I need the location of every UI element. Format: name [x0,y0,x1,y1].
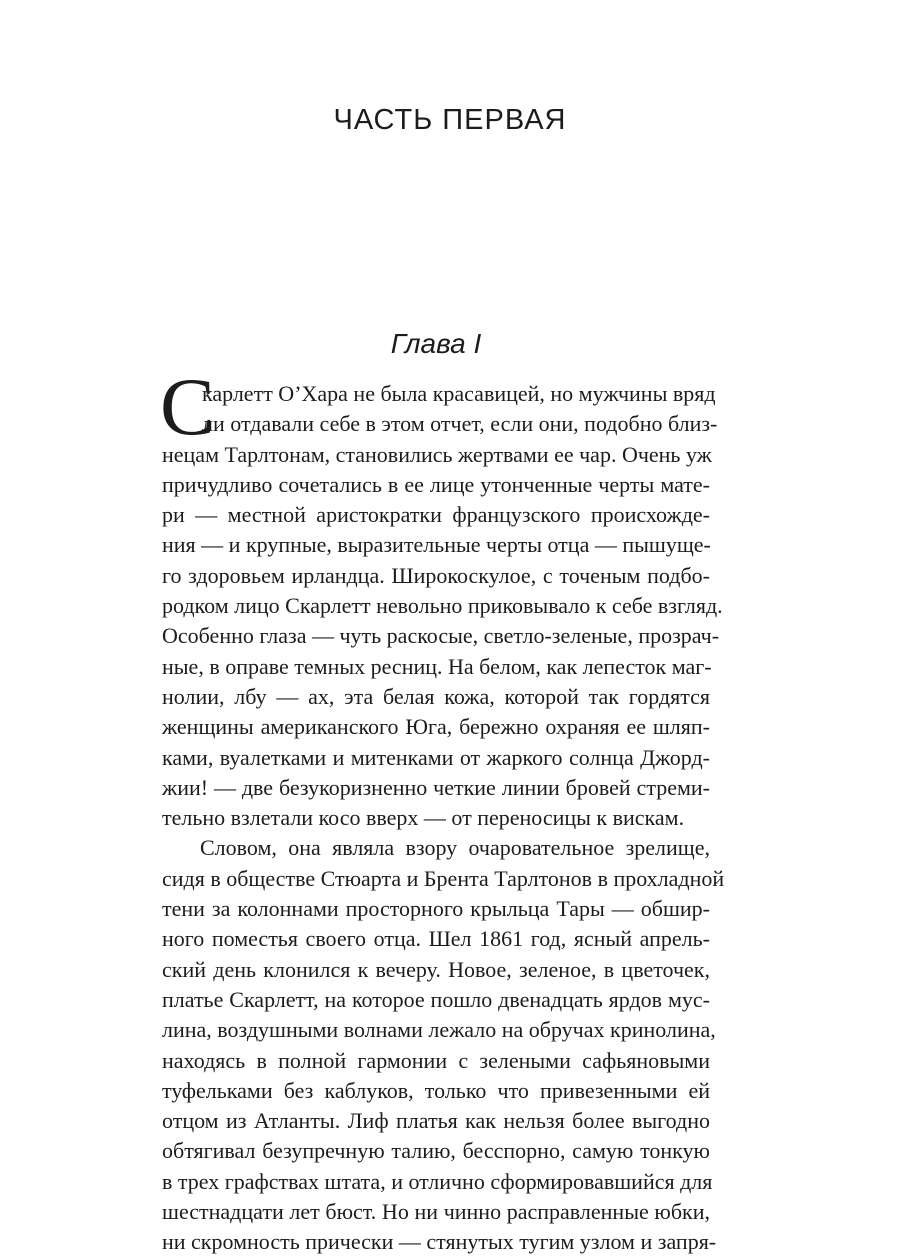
text-line: ного поместья своего отца. Шел 1861 год, ясный апрель- [162,926,710,952]
text-line: лина, воздушными волнами лежало на обручах кринолина, [162,1017,716,1043]
text-line: ский день клонился к вечеру. Новое, зеленое, в цветочек, [162,956,710,982]
text-line: в трех графствах штата, и отлично сформировавшийся для [162,1168,713,1194]
text-line: ками, вуалетками и митенками от жаркого солнца Джорд- [162,744,710,770]
text-line: женщины американского Юга, бережно охраняя ее шляп- [162,714,710,740]
text-line: обтягивал безупречную талию, бесспорно, самую тонкую [162,1138,710,1164]
body-text [162,379,725,1258]
text-line: нолии, лбу — ах, эта белая кожа, которой так гордятся [162,683,710,709]
text-line: го здоровьем ирландца. Широкоскулое, с точеным подбо- [162,562,710,588]
text-line: Словом, она являла взору очаровательное зрелище, [200,835,710,861]
text-line: причудливо сочетались в ее лице утонченные черты мате- [162,471,710,497]
text-line: жии! — две безукоризненно четкие линии бровей стреми- [162,774,710,800]
text-line: туфельками без каблуков, только что привезенными ей [162,1077,710,1103]
text-line: ния — и крупные, выразительные черты отца — пышуще- [162,532,711,558]
chapter-title: Глава I [390,328,482,359]
text-line: ри — местной аристократки французского происхожде- [162,502,710,528]
text-line: ни скромность прически — стянутых тугим узлом и запря- [162,1229,717,1255]
part-title: ЧАСТЬ ПЕРВАЯ [333,104,567,136]
text-line: сидя в обществе Стюарта и Брента Тарлтонов в прохладной [162,865,725,891]
text-line: родком лицо Скарлетт невольно приковывало к себе взгляд. [162,593,723,619]
text-line: находясь в полной гармонии с зелеными сафьяновыми [162,1047,710,1073]
text-line: платье Скарлетт, на которое пошло двенадцать ярдов мус- [162,986,710,1012]
drop-cap: С [160,361,215,452]
text-line: ли отдавали себе в этом отчет, если они, подобно близ- [202,411,718,437]
text-line: тельно взлетали косо вверх — от переносицы к вискам. [162,805,685,831]
text-line: шестнадцати лет бюст. Но ни чинно расправленные юбки, [162,1199,710,1225]
text-line: нецам Тарлтонам, становились жертвами ее чар. Очень уж [162,441,712,467]
text-line: карлетт О’Хара не была красавицей, но мужчины вряд [202,381,716,406]
text-line: Особенно глаза — чуть раскосые, светло-зеленые, прозрач- [162,623,720,649]
text-line: ные, в оправе темных ресниц. На белом, как лепесток маг- [162,653,712,679]
text-line: тени за колоннами просторного крыльца Тары — обшир- [162,896,710,922]
text-line: отцом из Атланты. Лиф платья как нельзя более выгодно [162,1108,710,1134]
